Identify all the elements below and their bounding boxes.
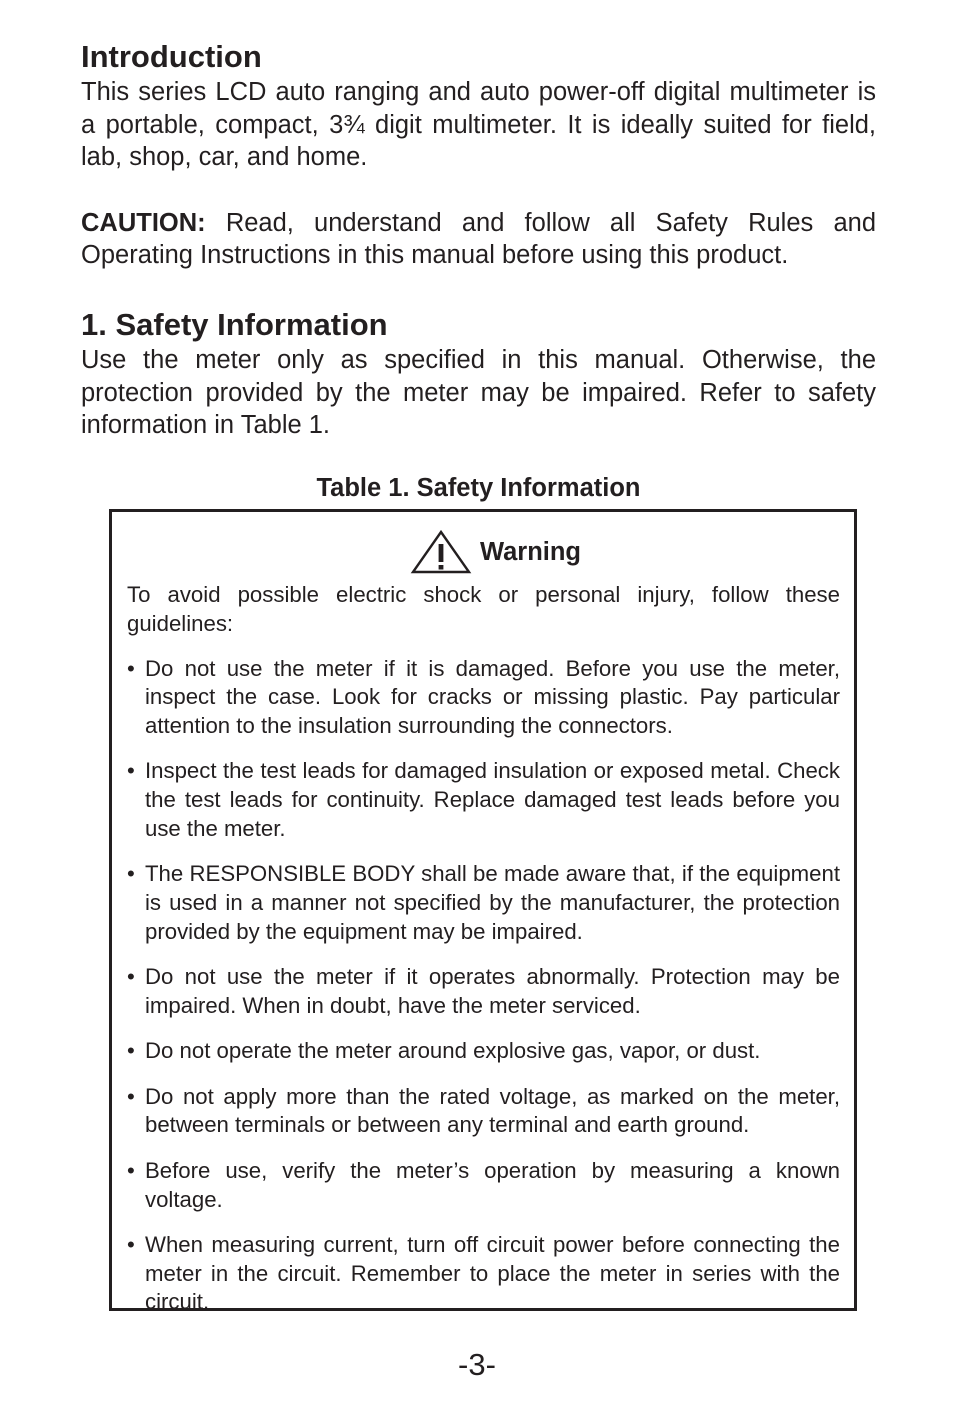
- warning-intro: To avoid possible electric shock or personal injury, follow these guidelines:: [127, 582, 840, 636]
- list-item: [127, 1037, 840, 1066]
- bullet-marker: •: [127, 1038, 135, 1064]
- bullet-marker: •: [127, 861, 135, 887]
- list-item-text: Do not operate the meter around explosive gas, vapor, or dust.: [145, 1038, 761, 1064]
- warning-list: [127, 655, 840, 1318]
- list-item-text: Do not use the meter if it is damaged. Before you use the meter, inspect the case. Look for cracks or missing plastic. Pay particular attention to the insulation surrounding the connectors.: [145, 655, 840, 739]
- page-number: -3-: [458, 1347, 496, 1382]
- warning-title: Warning: [479, 537, 582, 566]
- safety-warning-table: [109, 509, 857, 1315]
- caution-label: CAUTION:: [81, 208, 206, 237]
- table-caption: Table 1. Safety Information: [316, 473, 641, 502]
- list-item: [127, 1157, 840, 1215]
- caution-paragraph: [81, 207, 876, 272]
- list-item: [127, 963, 840, 1021]
- bullet-marker: •: [127, 1231, 135, 1257]
- caution-text: Read, understand and follow all Safety Rules and Operating Instructions in this manual before using this product.: [81, 208, 876, 270]
- list-item-text: Do not use the meter if it operates abnormally. Protection may be impaired. When in doubt, have the meter serviced.: [145, 964, 840, 1019]
- introduction-paragraph: This series LCD auto ranging and auto power-off digital multimeter is a portable, compact, 3¾ digit multimeter. It is ideally suited for field, lab, shop, car, and home.: [81, 78, 876, 172]
- list-item-text: Do not apply more than the rated voltage, as marked on the meter, between terminals or between any terminal and earth ground.: [145, 1083, 840, 1138]
- warning-triangle-icon: [410, 529, 472, 575]
- warning-header: [151, 530, 840, 574]
- list-item: [127, 860, 840, 946]
- list-item: [127, 655, 840, 741]
- bullet-marker: •: [127, 964, 135, 990]
- list-item: [127, 757, 840, 843]
- list-item-text: Inspect the test leads for damaged insulation or exposed metal. Check the test leads for continuity. Replace damaged test leads before you use the meter.: [145, 758, 840, 842]
- list-item: [127, 1083, 840, 1141]
- list-item-text: The RESPONSIBLE BODY shall be made aware that, if the equipment is used in a manner not specified by the manufacturer, the protection provided by the equipment may be impaired.: [145, 861, 840, 944]
- page-content: [81, 38, 876, 504]
- safety-information-paragraph: Use the meter only as specified in this manual. Otherwise, the protection provided by the meter may be impaired. Refer to safety information in Table 1.: [81, 345, 876, 440]
- list-item-text: Before use, verify the meter’s operation by measuring a known voltage.: [145, 1157, 840, 1212]
- bullet-marker: •: [127, 1083, 135, 1109]
- bullet-marker: •: [127, 1157, 135, 1183]
- bullet-marker: •: [127, 758, 135, 784]
- bullet-marker: •: [127, 655, 135, 681]
- safety-information-heading: 1. Safety Information: [81, 306, 388, 342]
- list-item-text: When measuring current, turn off circuit power before connecting the meter in the circuit. Remember to place the meter in series with the circuit.: [145, 1231, 840, 1315]
- list-item: [127, 1231, 840, 1317]
- introduction-heading: Introduction: [81, 39, 262, 74]
